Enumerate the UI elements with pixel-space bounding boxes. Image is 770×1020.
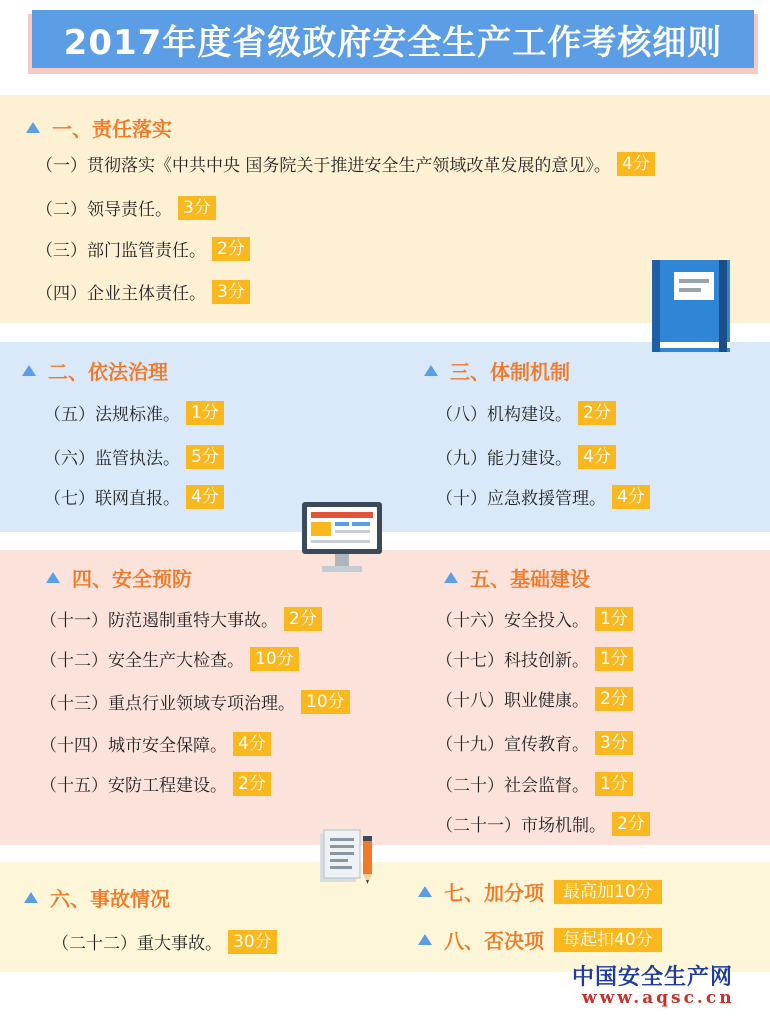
list-item: （十六）安全投入。 1分 <box>436 606 633 631</box>
section-heading-5: 五、基础建设 <box>444 563 590 592</box>
list-item: （二十二）重大事故。 30分 <box>52 929 277 954</box>
score-badge: 3分 <box>212 280 250 304</box>
list-item: （三）部门监管责任。 2分 <box>36 236 250 261</box>
score-badge: 30分 <box>228 930 277 954</box>
section-heading-6: 六、事故情况 <box>24 883 170 912</box>
score-badge: 1分 <box>595 607 633 631</box>
score-badge: 10分 <box>250 647 299 671</box>
list-item: （十二）安全生产大检查。 10分 <box>40 646 299 671</box>
score-badge: 4分 <box>186 485 224 509</box>
list-item: （一）贯彻落实《中共中央 国务院关于推进安全生产领域改革发展的意见》。 4分 <box>36 151 655 176</box>
triangle-bullet-icon <box>24 892 38 903</box>
list-item: （二十一）市场机制。 2分 <box>436 811 650 836</box>
list-item: （七）联网直报。 4分 <box>44 484 224 509</box>
list-item: （四）企业主体责任。 3分 <box>36 279 250 304</box>
triangle-bullet-icon <box>418 934 432 945</box>
monitor-icon <box>300 500 384 576</box>
list-item: （十）应急救援管理。 4分 <box>436 484 650 509</box>
score-badge: 5分 <box>186 445 224 469</box>
triangle-bullet-icon <box>46 572 60 583</box>
list-item: （六）监管执法。 5分 <box>44 444 224 469</box>
score-badge: 2分 <box>578 401 616 425</box>
veto-badge: 每起扣40分 <box>554 928 662 952</box>
list-item: （十四）城市安全保障。 4分 <box>40 731 271 756</box>
score-badge: 2分 <box>233 772 271 796</box>
list-item: （十九）宣传教育。 3分 <box>436 730 633 755</box>
list-item: （五）法规标准。 1分 <box>44 400 224 425</box>
list-item: （二）领导责任。 3分 <box>36 195 216 220</box>
score-badge: 1分 <box>595 772 633 796</box>
score-badge: 1分 <box>186 401 224 425</box>
score-badge: 2分 <box>595 687 633 711</box>
score-badge: 3分 <box>595 731 633 755</box>
score-badge: 4分 <box>578 445 616 469</box>
score-badge: 2分 <box>284 607 322 631</box>
bonus-badge: 最高加10分 <box>554 880 662 904</box>
score-badge: 2分 <box>212 237 250 261</box>
list-item: （十一）防范遏制重特大事故。 2分 <box>40 606 322 631</box>
section-heading-3: 三、体制机制 <box>424 356 570 385</box>
triangle-bullet-icon <box>424 365 438 376</box>
triangle-bullet-icon <box>22 365 36 376</box>
score-badge: 4分 <box>233 732 271 756</box>
triangle-bullet-icon <box>418 886 432 897</box>
section-heading-4: 四、安全预防 <box>46 563 192 592</box>
document-pencil-icon <box>316 828 378 890</box>
section-heading-8: 八、否决项 每起扣40分 <box>418 925 662 954</box>
book-icon <box>648 258 734 356</box>
score-badge: 10分 <box>301 690 350 714</box>
section-heading-1: 一、责任落实 <box>26 113 172 142</box>
score-badge: 4分 <box>612 485 650 509</box>
section-heading-2: 二、依法治理 <box>22 356 168 385</box>
triangle-bullet-icon <box>26 122 40 133</box>
list-item: （十三）重点行业领域专项治理。 10分 <box>40 689 350 714</box>
triangle-bullet-icon <box>444 572 458 583</box>
score-badge: 3分 <box>178 196 216 220</box>
site-name-watermark: 中国安全生产网 <box>572 964 734 990</box>
page-title: 2017年度省级政府安全生产工作考核细则 <box>32 10 754 68</box>
section-heading-7: 七、加分项 最高加10分 <box>418 877 662 906</box>
score-badge: 2分 <box>612 812 650 836</box>
list-item: （九）能力建设。 4分 <box>436 444 616 469</box>
site-url-watermark: www.aqsc.cn <box>582 988 735 1008</box>
score-badge: 1分 <box>595 647 633 671</box>
list-item: （十七）科技创新。 1分 <box>436 646 633 671</box>
list-item: （十八）职业健康。 2分 <box>436 686 633 711</box>
list-item: （二十）社会监督。 1分 <box>436 771 633 796</box>
score-badge: 4分 <box>617 152 655 176</box>
list-item: （十五）安防工程建设。 2分 <box>40 771 271 796</box>
list-item: （八）机构建设。 2分 <box>436 400 616 425</box>
